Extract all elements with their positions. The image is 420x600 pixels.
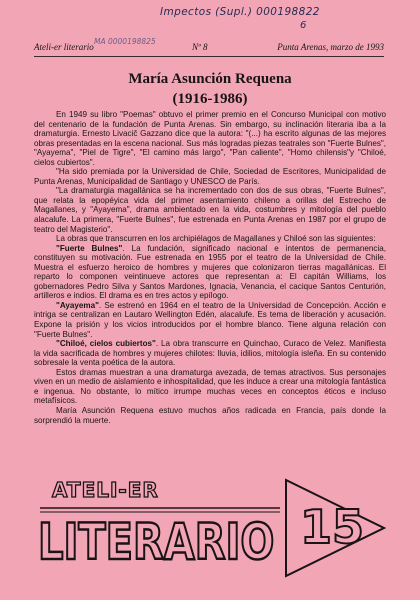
logo-line2: LITERARIO bbox=[38, 514, 275, 572]
work-description: . La fundación, significado nacional e intentos de permanencia, constituyen su motivación. Fue estrenada en 1955 por el teatro de la Universidad de Chile. Muestra el esfuerzo heroico de hombres y mujeres que colonizaron tierras magallánicas. El reparto lo componen veintinueve actores que representan a: El capitán Williams, los gobernadores Pedro Silva y Santos Mardones, Ignacia, Venancia, el cacique Santos Centurión, artilleros e indios. El drama es en tres actos y epílogo. bbox=[34, 243, 386, 301]
handwritten-number: 6 bbox=[300, 20, 307, 31]
work-title: "Fuerte Bulnes" bbox=[56, 243, 123, 253]
work-description: . Se estrenó en 1964 en el teatro de la Universidad de Concepción. Acción e intriga se centralizan en Lautaro Wellington Edén, alacalufe. Es tema de liberación y acusación. Expone la prisión y los vicios introducidos por el hombre blanco. Tiene alguna relación con "Fuerte Bulnes". bbox=[34, 300, 386, 339]
catalog-stamp: MA 0000198825 bbox=[94, 37, 156, 46]
handwritten-catalog-note: Impectos (Supl.) 000198822 bbox=[160, 6, 320, 18]
logo-number: 15 bbox=[300, 500, 365, 554]
paragraph: Estos dramas muestran a una dramaturga avezada, de temas atractivos. Sus personajes viven en un medio de aislamiento e inhospitalidad, que les induce a crear una mitología fantástica e ingenua. No obstante, lo mítico irrumpe muchas veces en conceptos éticos e incluso metafísicos. bbox=[34, 367, 386, 406]
paragraph: "La dramaturgia magallánica se ha incrementado con dos de sus obras, "Fuerte Bulnes", que relata la epopéyica vida del primer asentamiento chileno a orillas del Estrecho de Magallanes, y "Ayayema", drama ambientado en la vida, costumbres y mitología del pueblo alacalufe. La primera, "Fuerte Bulnes", fue estrenada en Punta Arenas en 1987 por el grupo de teatro del Magisterio". bbox=[34, 186, 386, 234]
header-divider bbox=[34, 56, 384, 57]
paragraph: María Asunción Requena estuvo muchos años radicada en Francia, país donde la sorprendió la muerte. bbox=[34, 405, 386, 425]
paragraph: En 1949 su libro "Poemas" obtuvo el primer premio en el Concurso Municipal con motivo del centenario de la fundación de Punta Arenas. Sin embargo, su inclinación literaria iba a la dramaturgia. Ernesto Livacič Gazzano dice que la autora: "(...) ha escrito algunas de las mejores obras presentadas en la escena nacional. Sus más logradas piezas teatrales son "Fuerte Bulnes", "Ayayema", "Piel de Tigre", "El camino más largo", "Pan caliente", "Homo chilensis"y "Chiloé, cielos cubiertos". bbox=[34, 110, 386, 167]
work-entry bbox=[34, 244, 386, 301]
article-years: (1916-1986) bbox=[172, 91, 248, 107]
publication-name: Ateli-er literario bbox=[34, 42, 94, 52]
paragraph: La obras que transcurren en los archipiélagos de Magallanes y Chiloé son las siguientes: bbox=[56, 234, 376, 244]
paragraph: "Ha sido premiada por la Universidad de Chile, Sociedad de Escritores, Municipalidad de Punta Arenas, Municipalidad de Santiago y UNESCO de París. bbox=[34, 167, 386, 186]
issue-number: Nº 8 bbox=[192, 42, 208, 52]
article-title: María Asunción Requena bbox=[128, 71, 292, 87]
article-body bbox=[34, 110, 386, 425]
work-entry bbox=[34, 301, 386, 339]
work-description: . La obra transcurre en Quinchao, Curaco de Velez. Manifiesta la vida sacrificada de hombres y mujeres chilotes: lluvia, idilios, mitología isleña. En su contenido sobresale la venta poética de la autora. bbox=[34, 339, 386, 368]
work-entry bbox=[34, 339, 386, 368]
logo-line1: ATELI-ER bbox=[52, 478, 159, 502]
place-date: Punta Arenas, marzo de 1993 bbox=[277, 42, 384, 52]
work-title: "Chiloé, cielos cubiertos" bbox=[56, 339, 156, 349]
work-title: "Ayayema" bbox=[56, 300, 99, 310]
